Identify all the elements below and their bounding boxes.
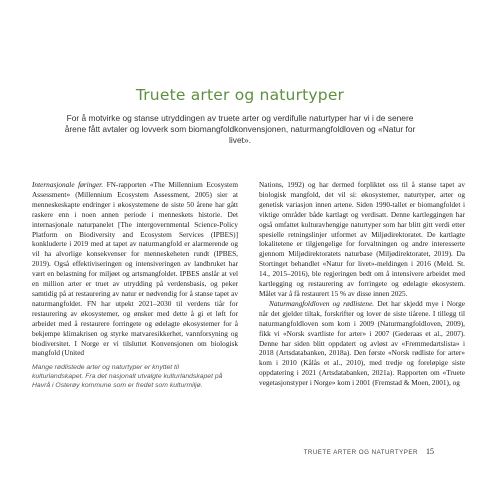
page-title: Truete arter og naturtyper bbox=[135, 86, 345, 104]
left-lead: Internasjonale føringer. bbox=[32, 180, 104, 189]
right-paragraph-2 bbox=[259, 299, 465, 388]
right-text: Det har skjedd mye i Norge når det gjelder tiltak, forskrifter og lover de siste tiårene. I tillegg til naturmangfoldloven som kom i 2009 (Naturmangfoldloven, 2009), fikk vi «Norsk svartliste for arter» i 2007 (Gederaas et al., 2007). Denne har siden blitt oppdatert og avløst av «Fremmedartslista» i 2018 (Artsdatabanken, 2018a). Den første «Norsk rødliste for arter» kom i 2010 (Kålås et al., 2010), med tredje og foreløpige siste oppdatering i 2021 (Artsdatabanken, 2021a). Rapporten om «Truete vegetasjonstyper i Norge» kom i 2001 (Fremstad & Moen, 2001), og bbox=[259, 298, 466, 388]
intro-text: For å motvirke og stanse utryddingen av truete arter og verdifulle naturtyper har vi i de senere årene fått avtaler og lovverk som biomangfoldkonvensjonen, naturmangfoldloven og «Natur for livet». bbox=[64, 113, 416, 145]
footer-label: TRUETE ARTER OG NATURTYPER bbox=[303, 449, 418, 456]
left-text: FN-rapporten «The Millennium Ecosystem Assessment» (Millennium Ecosystem Assessment, 2005) sier at menneskeskapte endringer i økosystemene de siste 50 årene har gått raskere enn i noen annen periode i menneskets historie. Det internasjonale naturpanelet [The intergovernmental Science-Policy Platform on Biodiversity and Ecosystem Services (IPBES)] konkluderte i 2019 med at tapet av naturmangfold er alarmerende og vil ha alvorlige konsekvenser for menneskeheten rundt (IPBES, 2019). Også effektiviseringen og intensiveringen av landbruket har vært en belastning for miljøet og artsmangfoldet. IPBES anslår at vel en million arter er truet av utrydding på verdensbasis, og peker samtidig på at restaurering av natur er nødvendig for å stanse tapet av naturmangfoldet. FN har utpekt 2021–2030 til verdens tiår for restaurering av økosystemer, og ønsker med dette å gi et løft for arbeidet med å restaurere forringete og ødelagte økosystemer for å bekjempe klimakrisen og styrke matvaresikkerhet, vannforsyning og biodiversitet. I Norge er vi tilsluttet Konvensjonen om biologisk mangfold (United bbox=[32, 180, 238, 358]
page-number: 15 bbox=[426, 447, 434, 456]
page-footer bbox=[304, 447, 434, 456]
left-column bbox=[32, 180, 238, 358]
left-paragraph bbox=[32, 180, 238, 358]
right-paragraph-1: Nations, 1992) og har dermed forpliktet oss til å stanse tapet av biologisk mangfold, det vil si: økosystemer, naturtyper, arter og genetisk variasjon innen artene. Siden 1990-tallet er biomangfoldet i viktige områder både kartlagt og verdisatt. Denne kartleggingen har også omfattet kulturavhengige naturtyper som har blitt gitt verdi etter spesielle retningslinjer utformet av Miljødirektoratet. De kartlagte lokalitetene er tilgjengelige for forvaltningen og andre interesserte gjennom Miljødirektoratets naturbase (Miljødirektoratet, 2019). Da Stortinget behandlet «Natur for livet»-meldingen i 2016 (Meld. St. 14., 2015–2016), ble regjeringen bedt om å intensivere arbeidet med kartlegging og restaurering av forringete og ødelagte økosystem. Målet var å få restaurert 15 % av disse innen 2025. bbox=[259, 180, 465, 298]
photo-caption: Mange rødlistede arter og naturtyper er knyttet til kulturlandskapet. Fra det nasjonalt utvalgte kulturlandskapet på Havrå i Osterøy kommune som er fredet som kulturmiljø. bbox=[32, 364, 223, 389]
right-lead: Naturmangfoldloven og rødlistene. bbox=[269, 298, 375, 308]
right-column bbox=[259, 180, 465, 388]
